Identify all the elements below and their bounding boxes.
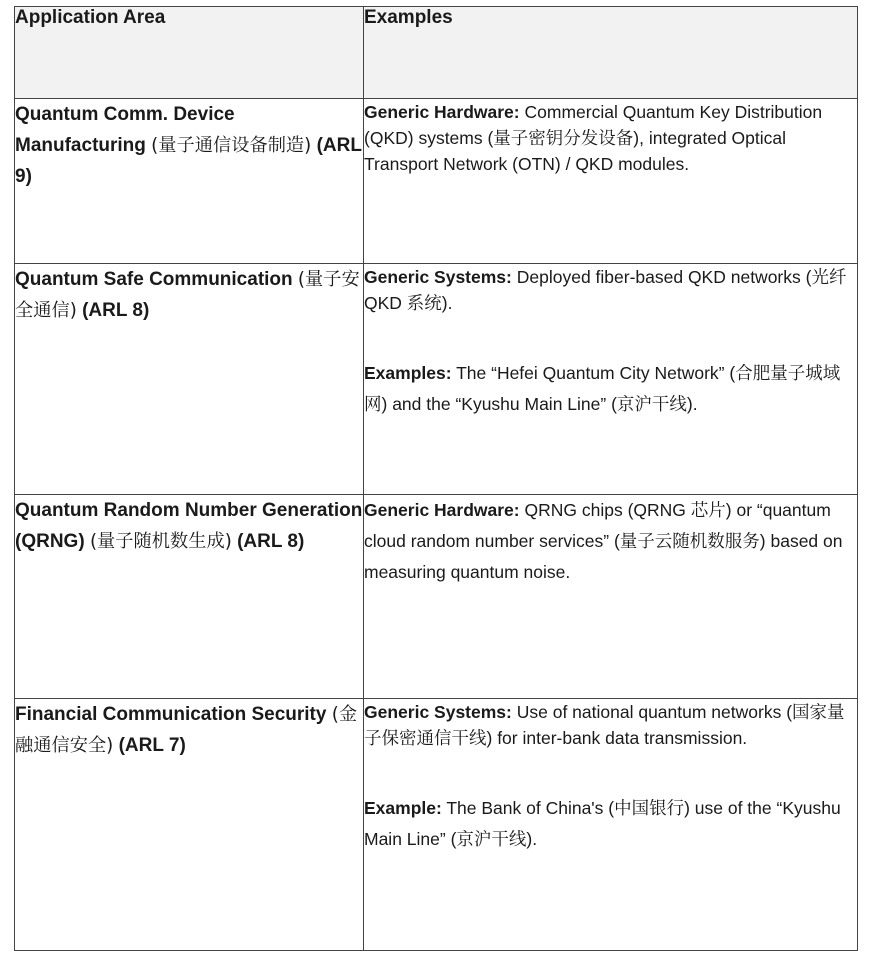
example-label: Generic Hardware: — [364, 500, 520, 520]
application-area-cell — [15, 264, 364, 495]
table-row — [15, 264, 858, 495]
application-table — [14, 6, 858, 951]
arl-level: (ARL 7) — [118, 735, 186, 756]
area-name: Quantum Safe Communication — [15, 269, 293, 290]
examples-cell — [364, 264, 858, 495]
arl-level: (ARL 8) — [237, 531, 305, 552]
examples-cell — [364, 495, 858, 699]
area-chinese: (量子安全通信) — [15, 269, 360, 321]
area-chinese: (量子通信设备制造) — [151, 135, 312, 156]
area-chinese: (金融通信安全) — [15, 704, 358, 756]
example-block — [364, 793, 857, 855]
example-block — [364, 358, 857, 420]
header-examples: Examples — [364, 7, 858, 99]
application-area-cell — [15, 699, 364, 951]
application-area-cell — [15, 99, 364, 264]
examples-cell — [364, 699, 858, 951]
example-text: Commercial Quantum Key Distribution (QKD) systems (量子密钥分发设备), integrated Optical Transport Network (OTN) / QKD modules. — [364, 102, 823, 174]
area-name: Financial Communication Security — [15, 704, 327, 725]
table-row — [15, 99, 858, 264]
application-area-cell — [15, 495, 364, 699]
example-label: Generic Systems: — [364, 267, 512, 287]
table-row — [15, 699, 858, 951]
example-label: Example: — [364, 798, 442, 818]
example-label: Generic Systems: — [364, 702, 512, 722]
area-name: Quantum Random Number Generation (QRNG) — [15, 500, 363, 552]
example-block — [364, 264, 857, 316]
example-label: Generic Hardware: — [364, 102, 520, 122]
example-text: Deployed fiber-based QKD networks (光纤 QKD 系统). — [364, 267, 847, 313]
area-chinese: (量子随机数生成) — [89, 531, 232, 552]
example-text: The “Hefei Quantum City Network” (合肥量子城域网) and the “Kyushu Main Line” (京沪干线). — [364, 363, 841, 414]
examples-cell — [364, 99, 858, 264]
example-text: QRNG chips (QRNG 芯片) or “quantum cloud random number services” (量子云随机数服务) based on measuring quantum noise. — [364, 500, 843, 582]
example-text: The Bank of China's (中国银行) use of the “Kyushu Main Line” (京沪干线). — [364, 798, 841, 849]
area-name: Quantum Comm. Device Manufacturing — [15, 104, 235, 156]
example-text: Use of national quantum networks (国家量子保密通信干线) for inter-bank data transmission. — [364, 702, 845, 748]
header-application-area: Application Area — [15, 7, 364, 99]
arl-level: (ARL 9) — [15, 135, 362, 187]
example-label: Examples: — [364, 363, 452, 383]
example-block — [364, 99, 857, 177]
example-block — [364, 495, 857, 588]
table-row — [15, 495, 858, 699]
header-row — [15, 7, 858, 99]
example-block — [364, 699, 857, 751]
arl-level: (ARL 8) — [82, 300, 150, 321]
